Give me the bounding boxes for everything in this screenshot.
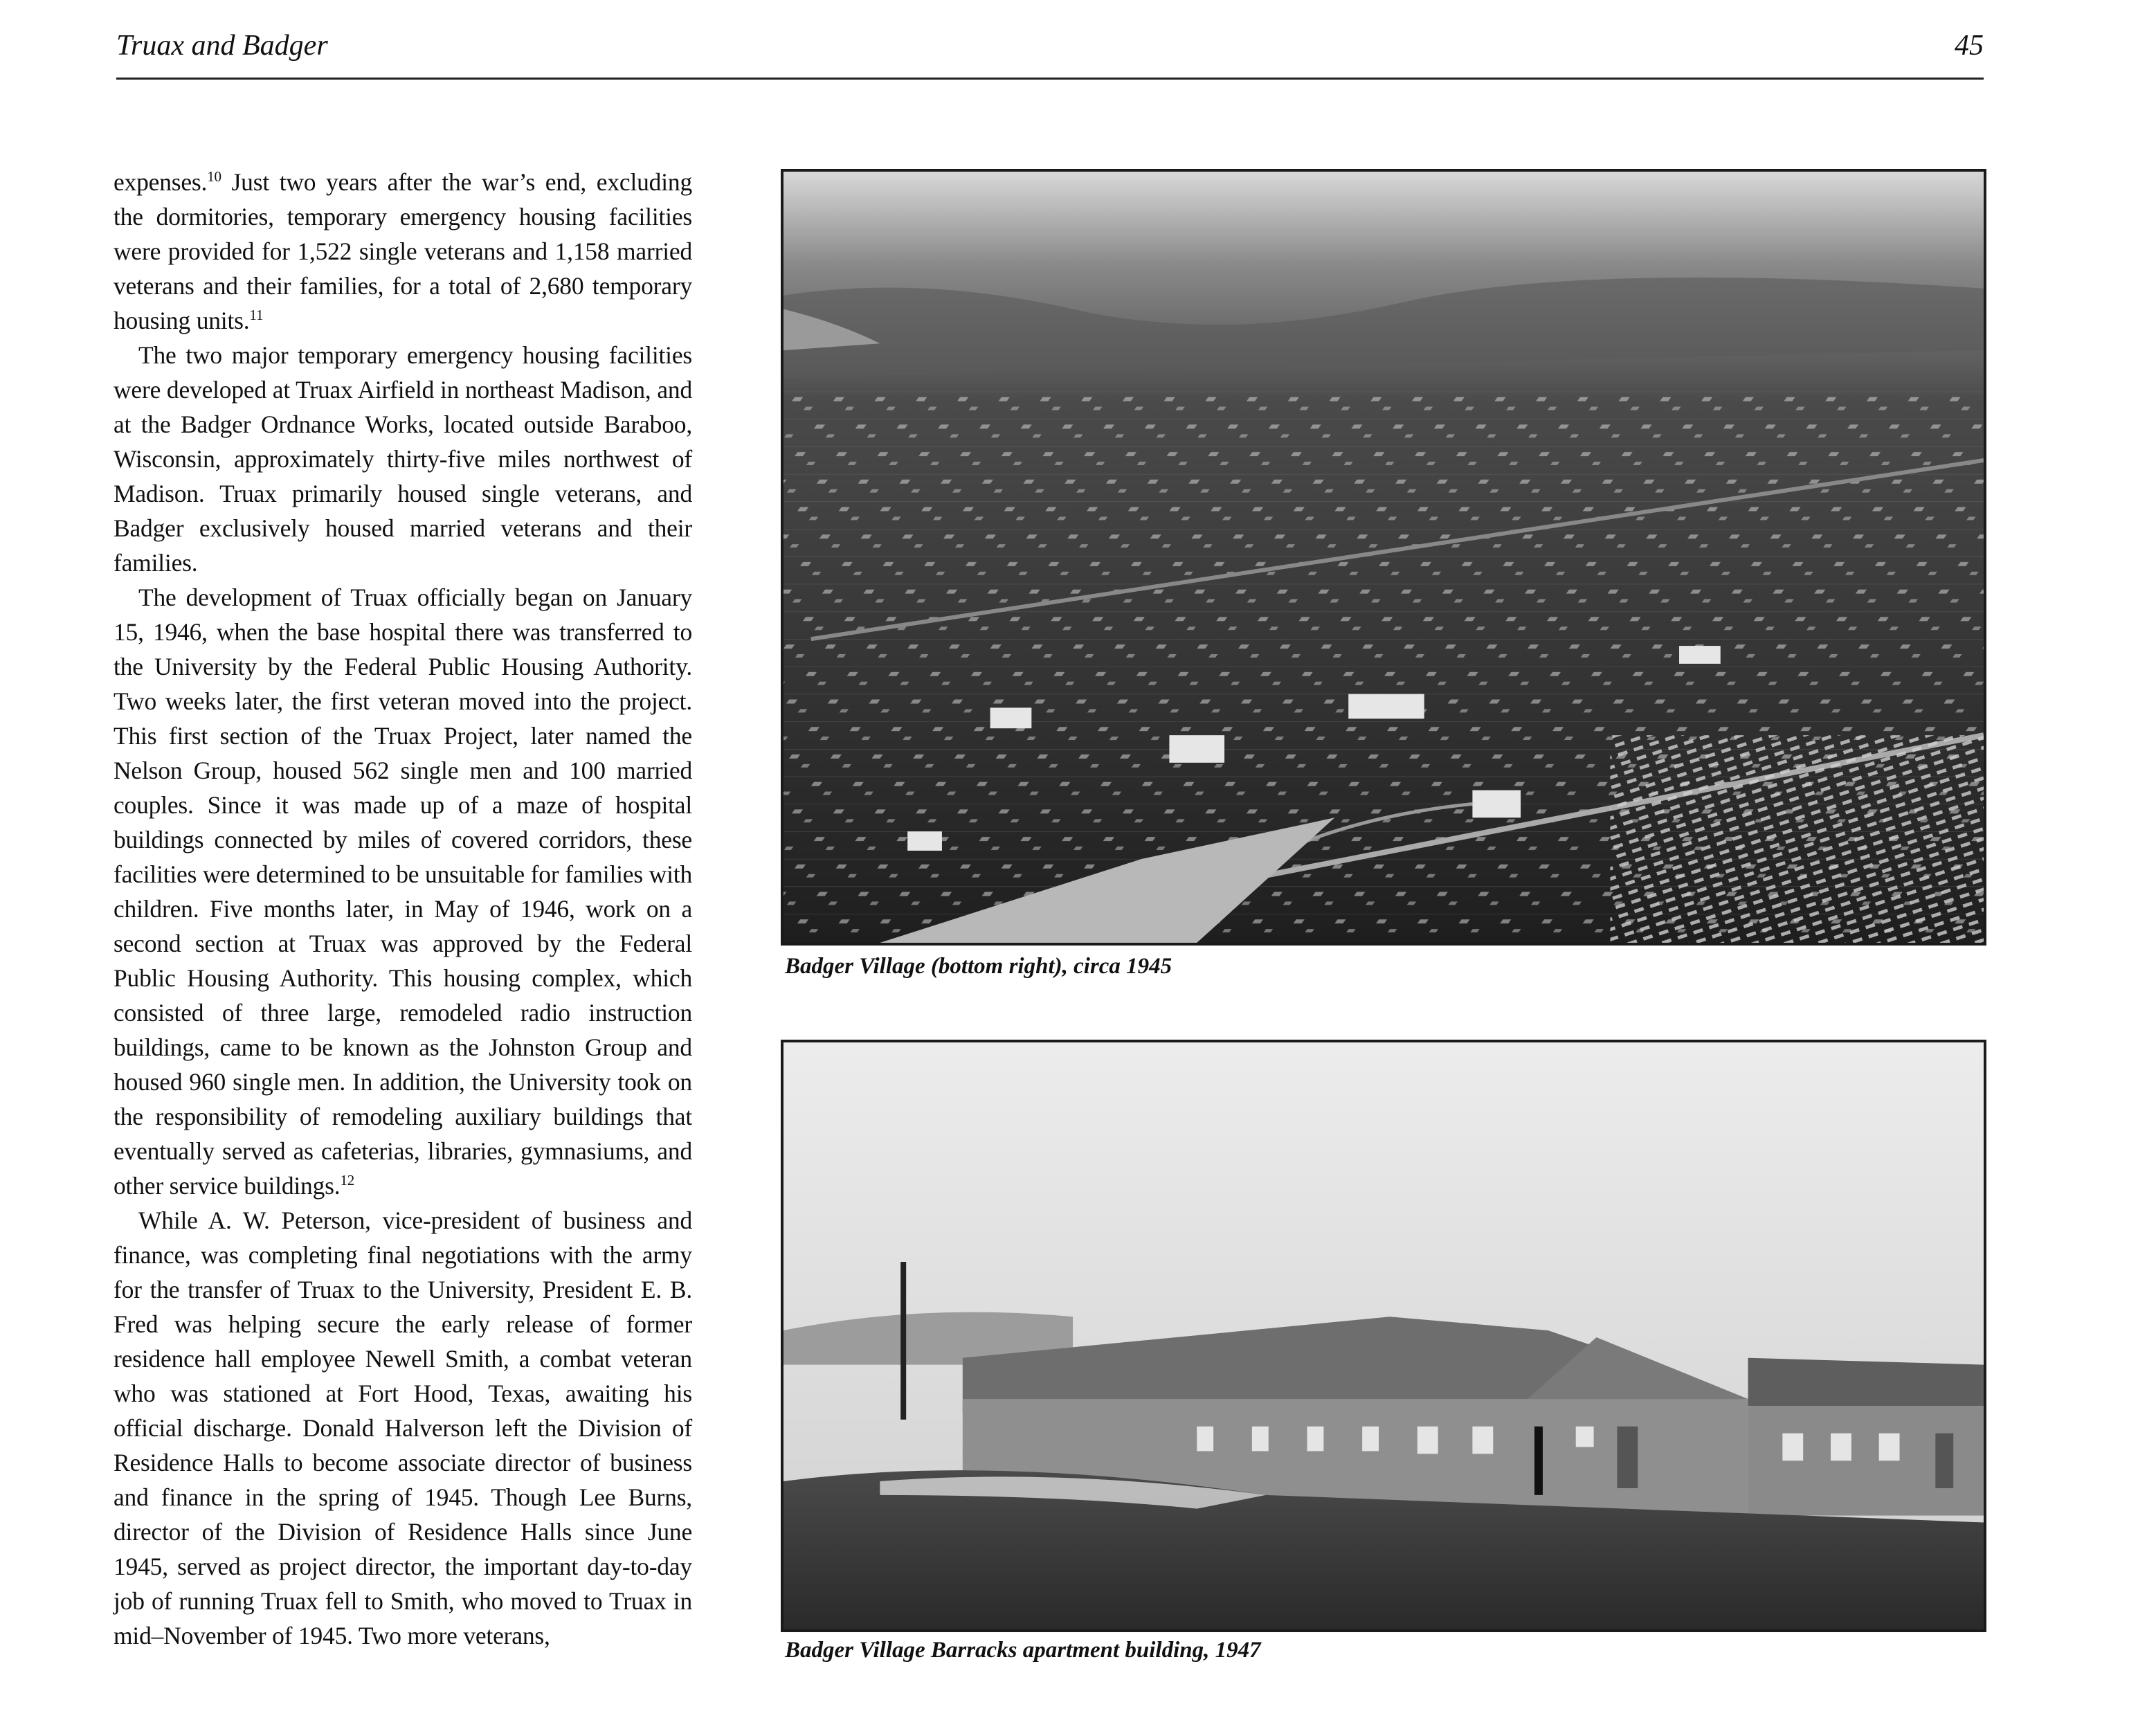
header-rule (116, 78, 1984, 80)
footnote-ref-12: 12 (340, 1172, 355, 1189)
paragraph-4: While A. W. Peterson, vice-president of business and finance, was completing final negotiations with the army for the transfer of Truax to the University, President E. B. Fred was helping secure the early release of former residence hall employee Newell Smith, a combat veteran who was stationed at Fort Hood, Texas, awaiting his official discharge. Donald Halverson left the Division of Residence Halls to become associate director of business and finance in the spring of 1945. Though Lee Burns, director of the Division of Residence Halls since June 1945, served as project director, the important day-to-day job of running Truax fell to Smith, who moved to Truax in mid–November of 1945. Two more veterans, (114, 1206, 692, 1649)
running-head (116, 29, 1984, 73)
paragraph-1-lead: expenses. (114, 168, 208, 196)
paragraph-3 (114, 580, 692, 1203)
figure-2-caption: Badger Village Barracks apartment building, 1947 (785, 1638, 1261, 1663)
aerial-photo-image (783, 172, 1984, 943)
aerial-photo (781, 169, 1986, 946)
barracks-photo-image (783, 1042, 1984, 1629)
page-number: 45 (1955, 30, 1984, 62)
figure-1-caption: Badger Village (bottom right), circa 1945 (785, 954, 1172, 979)
paragraph-1 (114, 165, 692, 338)
running-title: Truax and Badger (116, 30, 328, 62)
paragraph-1-text: Just two years after the war’s end, excluding the dormitories, temporary emergency housing facilities were provided for 1,522 single veterans and 1,158 married veterans and their families, for a total of 2,680 temporary housing units. (114, 168, 692, 334)
paragraph-2: The two major temporary emergency housing facilities were developed at Truax Airfield in northeast Madison, and at the Badger Ordnance Works, located outside Baraboo, Wisconsin, approximately thirty-five miles northwest of Madison. Truax primarily housed single veterans, and Badger exclusively housed married veterans and their families. (114, 341, 692, 577)
footnote-ref-10: 10 (207, 168, 221, 186)
footnote-ref-11: 11 (249, 307, 264, 324)
barracks-photo (781, 1040, 1986, 1632)
body-text-column (114, 165, 692, 1653)
paragraph-3-text: The development of Truax officially began on January 15, 1946, when the base hospital there was transferred to the University by the Federal Public Housing Authority. Two weeks later, the first veteran moved into the project. This first section of the Truax Project, later named the Nelson Group, housed 562 single men and 100 married couples. Since it was made up of a maze of hospital buildings connected by miles of covered corridors, these facilities were determined to be unsuitable for families with children. Five months later, in May of 1946, work on a second section at Truax was approved by the Federal Public Housing Authority. This housing complex, which consisted of three large, remodeled radio instruction buildings, came to be known as the Johnston Group and housed 960 single men. In addition, the University took on the responsibility of remodeling auxiliary buildings that eventually served as cafeterias, libraries, gymnasiums, and other service buildings. (114, 584, 692, 1200)
